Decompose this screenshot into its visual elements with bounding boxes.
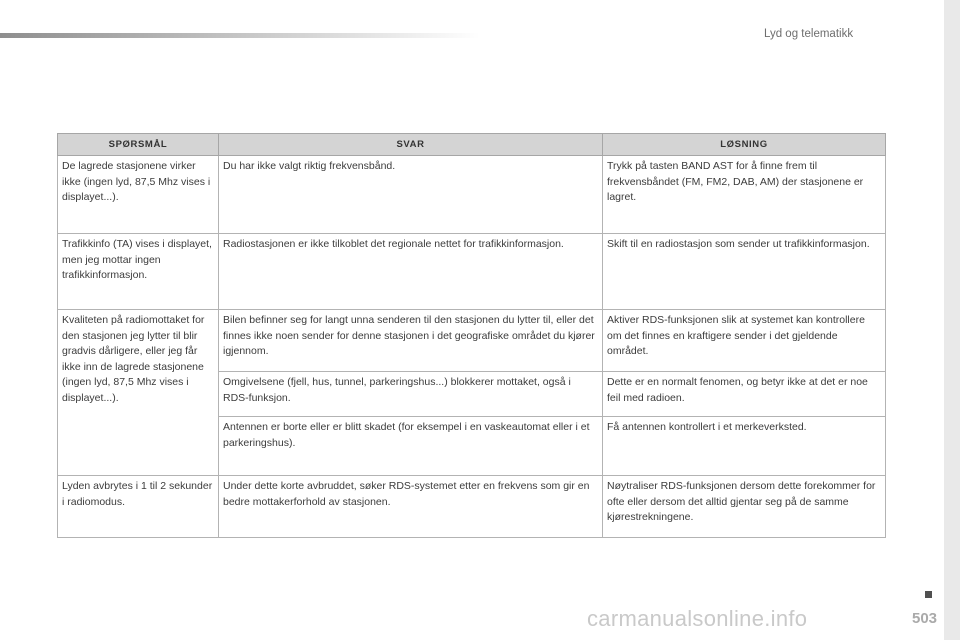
question-cell: Lyden avbrytes i 1 til 2 sekunder i radiomodus. — [58, 476, 219, 538]
solution-cell: Trykk på tasten BAND AST for å finne frem til frekvensbåndet (FM, FM2, DAB, AM) der stasjonene er lagret. — [603, 156, 886, 234]
solution-cell: Få antennen kontrollert i et merkeverksted. — [603, 417, 886, 476]
section-title: Lyd og telematikk — [764, 28, 854, 40]
solution-cell: Nøytraliser RDS-funksjonen dersom dette forekommer for ofte eller dersom det alltid gjentar seg på de samme kjørestrekningene. — [603, 476, 886, 538]
question-cell: De lagrede stasjonene virker ikke (ingen lyd, 87,5 Mhz vises i displayet...). — [58, 156, 219, 234]
answer-cell: Bilen befinner seg for langt unna senderen til den stasjonen du lytter til, eller det finnes ikke noen sender for denne stasjonen i det geografiske området du kjører igjennom. — [219, 310, 603, 372]
page-number: 503 — [912, 610, 938, 627]
column-header-answer: SVAR — [219, 134, 603, 156]
watermark: carmanualsonline.info — [587, 606, 808, 631]
page-marker-square — [925, 591, 932, 598]
page-edge-strip — [944, 0, 960, 640]
solution-cell: Skift til en radiostasjon som sender ut trafikkinformasjon. — [603, 234, 886, 310]
table-row — [58, 234, 886, 310]
answer-cell: Under dette korte avbruddet, søker RDS-systemet etter en frekvens som gir en bedre mottakerforhold av stasjonen. — [219, 476, 603, 538]
table-row — [58, 476, 886, 538]
answer-cell: Omgivelsene (fjell, hus, tunnel, parkeringshus...) blokkerer mottaket, også i RDS-funksjon. — [219, 372, 603, 417]
answer-cell: Antennen er borte eller er blitt skadet (for eksempel i en vaskeautomat eller i et parkeringshus). — [219, 417, 603, 476]
question-cell: Kvaliteten på radiomottaket for den stasjonen jeg lytter til blir gradvis dårligere, eller jeg får ikke inn de lagrede stasjonene (ingen lyd, 87,5 Mhz vises i displayet...). — [58, 310, 219, 476]
table-header-row — [58, 134, 886, 156]
solution-cell: Dette er en normalt fenomen, og betyr ikke at det er noe feil med radioen. — [603, 372, 886, 417]
header-gradient-bar — [0, 33, 480, 38]
troubleshooting-table — [57, 133, 886, 538]
answer-cell: Du har ikke valgt riktig frekvensbånd. — [219, 156, 603, 234]
question-cell: Trafikkinfo (TA) vises i displayet, men jeg mottar ingen trafikkinformasjon. — [58, 234, 219, 310]
column-header-solution: LØSNING — [603, 134, 886, 156]
solution-cell: Aktiver RDS-funksjonen slik at systemet kan kontrollere om det finnes en kraftigere sender i det gjeldende området. — [603, 310, 886, 372]
column-header-question: SPØRSMÅL — [58, 134, 219, 156]
table-row — [58, 310, 886, 372]
answer-cell: Radiostasjonen er ikke tilkoblet det regionale nettet for trafikkinformasjon. — [219, 234, 603, 310]
table-row — [58, 156, 886, 234]
